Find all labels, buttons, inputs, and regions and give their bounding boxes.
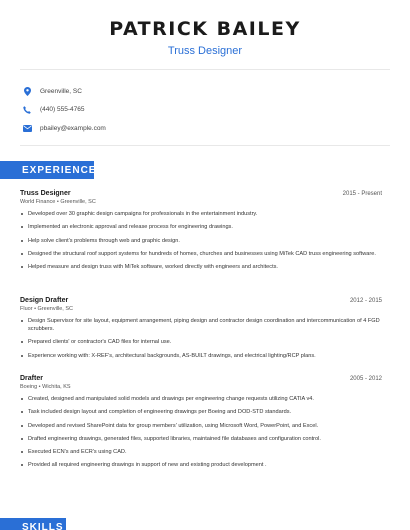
job-location: Wichita, KS <box>42 384 71 390</box>
job-entry <box>20 190 382 276</box>
job-company: World Finance <box>20 199 56 205</box>
job-bullet: Executed ECN's and ECR's using CAD. <box>20 448 382 456</box>
job-bullet: Design Supervisor for site layout, equipment arrangement, piping design and contractor design coordination and intercommunication of 4 FGD scrubbers. <box>20 317 382 333</box>
job-employer: Fluor • Greenville, SC <box>20 306 73 312</box>
section-heading-experience: EXPERIENCE <box>0 161 94 179</box>
job-bullet: Implemented an electronic approval and release process for engineering drawings. <box>20 223 382 231</box>
job-company: Fluor <box>20 306 33 312</box>
job-bullets <box>20 210 382 271</box>
header-divider <box>20 69 390 70</box>
job-dates: 2005 - 2012 <box>349 376 382 382</box>
contact-location <box>22 82 106 100</box>
job-employer: Boeing • Wichita, KS <box>20 384 71 390</box>
job-bullet: Provided all required engineering drawings in support of new and existing product development . <box>20 461 382 469</box>
phone-icon <box>22 105 32 115</box>
job-bullet: Experience working with: X-REF's, architectural backgrounds, AS-BUILT drawings, and electrical lighting/RCP plans. <box>20 352 382 360</box>
section-heading-skills: SKILLS <box>0 518 66 530</box>
job-bullets <box>20 395 382 469</box>
job-bullet: Developed over 30 graphic design campaigns for professionals in the entertainment industry. <box>20 210 382 218</box>
job-bullet: Task included design layout and completion of engineering drawings per Boeing and DOD-STD standards. <box>20 408 382 416</box>
job-bullet: Designed the structural roof support systems for hundreds of homes, churches and businesses using MiTek CAD truss engineering software. <box>20 250 382 258</box>
contact-phone <box>22 101 106 119</box>
job-bullet: Helped measure and design truss with MiTek software, worked directly with engineers and architects. <box>20 263 382 271</box>
contact-phone-text: (440) 555-4765 <box>40 106 85 113</box>
job-title: Design Drafter <box>20 297 69 304</box>
job-location: Greenville, SC <box>37 306 73 312</box>
contact-divider <box>20 145 390 146</box>
contact-location-text: Greenville, SC <box>40 87 82 95</box>
map-pin-icon <box>22 86 32 96</box>
resume-header <box>0 0 410 57</box>
job-employer: World Finance • Greenville, SC <box>20 199 96 205</box>
job-title: Truss Designer <box>20 190 71 197</box>
envelope-icon <box>22 123 32 133</box>
job-dates: 2012 - 2015 <box>349 298 382 304</box>
contact-email-text[interactable]: pbailey@example.com <box>40 124 106 132</box>
job-bullet: Help solve client's problems through web and graphic design. <box>20 237 382 245</box>
candidate-name: PATRICK BAILEY <box>109 18 301 40</box>
job-company: Boeing <box>20 384 38 390</box>
contact-email[interactable] <box>22 119 106 137</box>
job-title: Drafter <box>20 375 43 382</box>
job-entry <box>20 297 382 365</box>
job-bullet: Developed and revised SharePoint data for group members' utilization, using Microsoft Word, PowerPoint, and Excel. <box>20 422 382 430</box>
job-location: Greenville, SC <box>60 199 96 205</box>
contact-list <box>22 82 106 138</box>
job-bullet: Drafted engineering drawings, generated files, supported libraries, maintained file databases and configuration control. <box>20 435 382 443</box>
job-bullets <box>20 317 382 360</box>
candidate-title: Truss Designer <box>167 45 243 57</box>
job-dates: 2015 - Present <box>342 191 382 197</box>
job-bullet: Prepared clients' or contractor's CAD files for internal use. <box>20 338 382 346</box>
job-bullet: Created, designed and manipulated solid models and drawings per engineering change requests utilizing CATIA v4. <box>20 395 382 403</box>
job-entry <box>20 375 382 475</box>
